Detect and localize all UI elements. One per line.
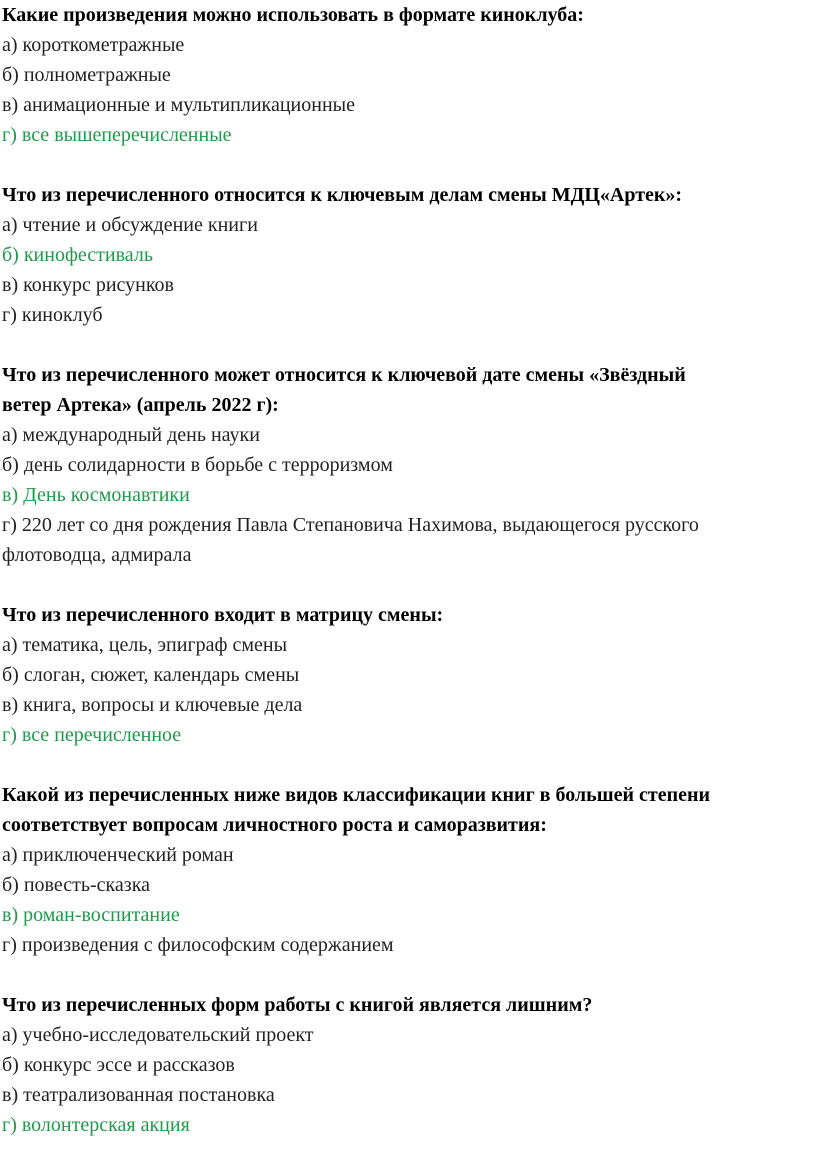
answer-option: в) театрализованная постановка	[2, 1084, 275, 1106]
spacer	[2, 330, 816, 360]
answer-option: б) слоган, сюжет, календарь смены	[2, 664, 300, 686]
answer-option: а) чтение и обсуждение книги	[2, 214, 258, 236]
answer-option: в) анимационные и мультипликационные	[2, 94, 355, 116]
question-text: Что из перечисленного входит в матрицу смены:	[2, 604, 444, 626]
question-text: Что из перечисленного может относится к ключевой дате смены «Звёздный	[2, 364, 686, 386]
question-text: Что из перечисленных форм работы с книгой является лишним?	[2, 994, 593, 1016]
answer-option-correct: г) все перечисленное	[2, 724, 182, 746]
answer-option-correct: в) День космонавтики	[2, 484, 190, 506]
answer-option: б) полнометражные	[2, 64, 171, 86]
answer-option-correct: г) волонтерская акция	[2, 1114, 190, 1136]
answer-option-correct: б) кинофестиваль	[2, 244, 153, 266]
answer-option-correct: г) все вышеперечисленные	[2, 124, 232, 146]
answer-option: б) конкурс эссе и рассказов	[2, 1054, 235, 1076]
question-block	[2, 780, 816, 960]
question-block	[2, 990, 816, 1140]
question-text: Что из перечисленного относится к ключевым делам смены МДЦ«Артек»:	[2, 184, 683, 206]
answer-option: флотоводца, адмирала	[2, 544, 192, 566]
answer-option: а) учебно-исследовательский проект	[2, 1024, 314, 1046]
question-block	[2, 180, 816, 330]
spacer	[2, 570, 816, 600]
question-block	[2, 600, 816, 750]
answer-option: г) киноклуб	[2, 304, 103, 326]
spacer	[2, 960, 816, 990]
question-text: Какие произведения можно использовать в формате киноклуба:	[2, 4, 584, 26]
answer-option: г) произведения с философским содержанием	[2, 934, 394, 956]
question-text: ветер Артека» (апрель 2022 г):	[2, 394, 279, 416]
answer-option: а) тематика, цель, эпиграф смены	[2, 634, 288, 656]
answer-option-correct: в) роман-воспитание	[2, 904, 180, 926]
question-text: Какой из перечисленных ниже видов классификации книг в большей степени	[2, 784, 711, 806]
answer-option: а) короткометражные	[2, 34, 185, 56]
answer-option: а) международный день науки	[2, 424, 260, 446]
answer-option: а) приключенческий роман	[2, 844, 234, 866]
spacer	[2, 150, 816, 180]
answer-option: г) 220 лет со дня рождения Павла Степановича Нахимова, выдающегося русского	[2, 514, 699, 536]
question-block	[2, 360, 816, 570]
answer-option: в) книга, вопросы и ключевые дела	[2, 694, 303, 716]
question-block	[2, 0, 816, 150]
answer-option: б) повесть-сказка	[2, 874, 150, 896]
spacer	[2, 750, 816, 780]
answer-option: б) день солидарности в борьбе с терроризмом	[2, 454, 393, 476]
question-text: соответствует вопросам личностного роста и саморазвития:	[2, 814, 547, 836]
answer-option: в) конкурс рисунков	[2, 274, 174, 296]
